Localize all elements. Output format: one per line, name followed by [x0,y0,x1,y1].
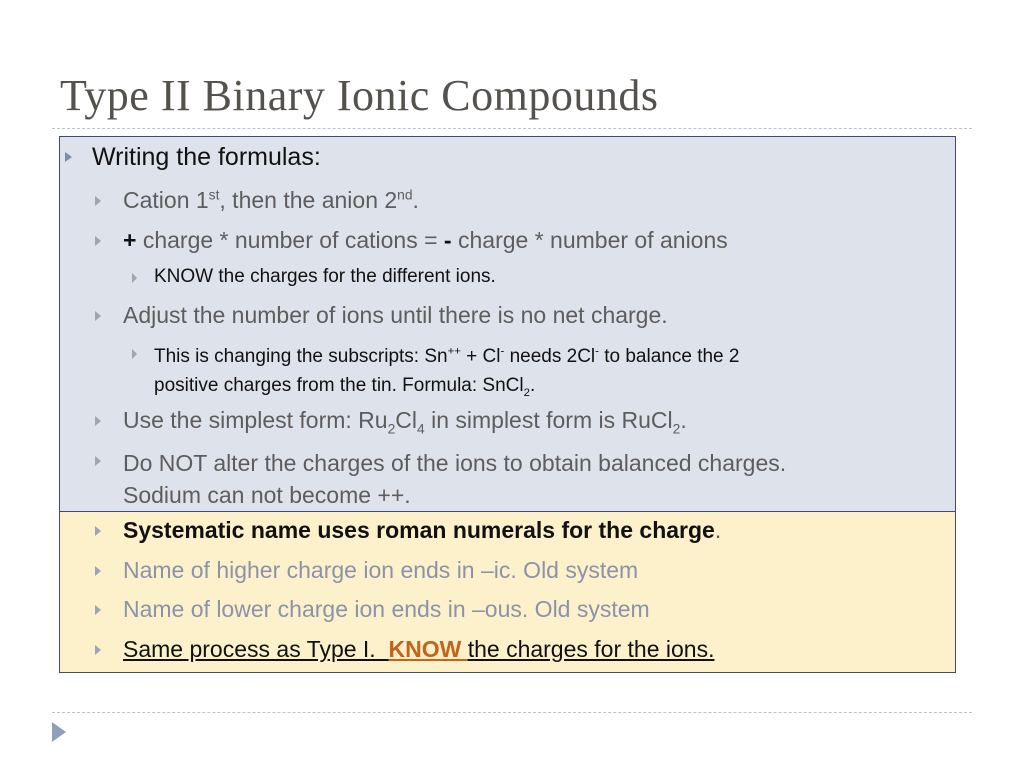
list-item-simplest-form: Use the simplest form: $Ru_2Cl_4$ in simplest form is RuCl$_2$. [123,407,687,434]
triangle-bullet-icon [132,273,137,283]
triangle-bullet-icon [95,645,101,655]
footer-divider [52,712,972,713]
triangle-bullet-icon [95,605,101,615]
triangle-bullet-icon [95,566,101,576]
title-divider [52,128,972,129]
triangle-bullet-icon [95,196,101,206]
list-item-higher-charge: Name of higher charge ion ends in –ic. Old system [123,557,638,584]
next-slide-arrow-icon[interactable] [52,722,66,742]
triangle-bullet-icon [132,349,137,359]
triangle-bullet-icon [95,311,101,321]
list-item-lower-charge: Name of lower charge ion ends in –ous. Old system [123,596,650,623]
list-item-same-process: Same process as Type I. KNOW the charges for the ions. [123,636,714,663]
list-item-cation-order: Cation 1st, then the anion 2nd. [123,187,419,214]
triangle-bullet-icon [65,152,72,162]
list-item-know-charges: KNOW the charges for the different ions. [154,266,496,288]
list-item-adjust-ions: Adjust the number of ions until there is no net charge. [123,302,668,329]
triangle-bullet-icon [95,456,101,466]
list-item-subscripts: This is changing the subscripts: Sn++ + Cl- needs 2Cl- to balance the 2 positive charges from the tin. Formula: SnCl$_2$. [154,342,739,400]
triangle-bullet-icon [95,416,101,426]
list-item-do-not-alter: Do NOT alter the charges of the ions to obtain balanced charges. Sodium can not become ++. [123,447,786,511]
triangle-bullet-icon [95,236,101,246]
list-item-systematic-name: Systematic name uses roman numerals for the charge. [123,517,721,544]
heading-writing-formulas: Writing the formulas: [92,143,321,172]
slide-title: Type II Binary Ionic Compounds [60,71,659,120]
triangle-bullet-icon [95,526,101,536]
list-item-charge-equation: + charge * number of cations = - charge * number of anions [123,227,728,254]
